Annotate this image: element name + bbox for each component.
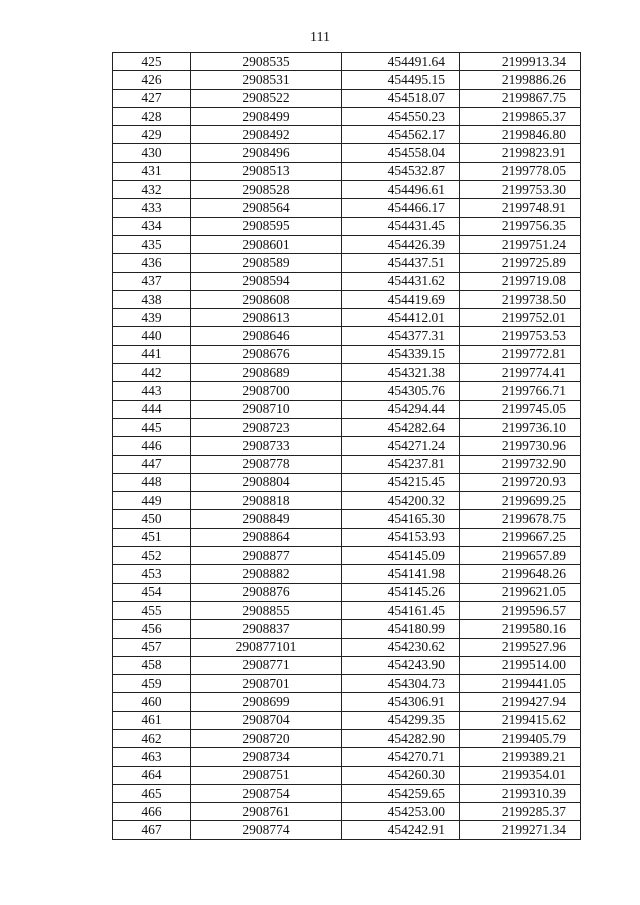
x-coordinate-cell: 454161.45 xyxy=(342,601,460,619)
row-index-cell: 444 xyxy=(113,400,191,418)
y-coordinate-cell: 2199725.89 xyxy=(460,254,581,272)
point-id-cell: 2908492 xyxy=(191,126,342,144)
y-coordinate-cell: 2199748.91 xyxy=(460,199,581,217)
y-coordinate-cell: 2199772.81 xyxy=(460,345,581,363)
row-index-cell: 463 xyxy=(113,748,191,766)
row-index-cell: 442 xyxy=(113,364,191,382)
y-coordinate-cell: 2199527.96 xyxy=(460,638,581,656)
y-coordinate-cell: 2199774.41 xyxy=(460,364,581,382)
point-id-cell: 290877101 xyxy=(191,638,342,656)
table-row xyxy=(113,235,581,253)
table-row xyxy=(113,400,581,418)
y-coordinate-cell: 2199621.05 xyxy=(460,583,581,601)
point-id-cell: 2908723 xyxy=(191,418,342,436)
y-coordinate-cell: 2199441.05 xyxy=(460,675,581,693)
y-coordinate-cell: 2199514.00 xyxy=(460,656,581,674)
row-index-cell: 437 xyxy=(113,272,191,290)
point-id-cell: 2908882 xyxy=(191,565,342,583)
table-row xyxy=(113,492,581,510)
x-coordinate-cell: 454271.24 xyxy=(342,437,460,455)
table-row xyxy=(113,309,581,327)
table-row xyxy=(113,547,581,565)
x-coordinate-cell: 454377.31 xyxy=(342,327,460,345)
point-id-cell: 2908720 xyxy=(191,729,342,747)
x-coordinate-cell: 454412.01 xyxy=(342,309,460,327)
y-coordinate-cell: 2199719.08 xyxy=(460,272,581,290)
x-coordinate-cell: 454243.90 xyxy=(342,656,460,674)
x-coordinate-cell: 454299.35 xyxy=(342,711,460,729)
point-id-cell: 2908710 xyxy=(191,400,342,418)
point-id-cell: 2908613 xyxy=(191,309,342,327)
y-coordinate-cell: 2199310.39 xyxy=(460,784,581,802)
row-index-cell: 449 xyxy=(113,492,191,510)
point-id-cell: 2908778 xyxy=(191,455,342,473)
y-coordinate-cell: 2199657.89 xyxy=(460,547,581,565)
y-coordinate-cell: 2199732.90 xyxy=(460,455,581,473)
x-coordinate-cell: 454562.17 xyxy=(342,126,460,144)
y-coordinate-cell: 2199745.05 xyxy=(460,400,581,418)
table-row xyxy=(113,675,581,693)
x-coordinate-cell: 454165.30 xyxy=(342,510,460,528)
x-coordinate-cell: 454215.45 xyxy=(342,473,460,491)
point-id-cell: 2908733 xyxy=(191,437,342,455)
y-coordinate-cell: 2199913.34 xyxy=(460,53,581,71)
table-row xyxy=(113,766,581,784)
table-row xyxy=(113,601,581,619)
point-id-cell: 2908876 xyxy=(191,583,342,601)
x-coordinate-cell: 454426.39 xyxy=(342,235,460,253)
y-coordinate-cell: 2199427.94 xyxy=(460,693,581,711)
table-row xyxy=(113,656,581,674)
row-index-cell: 462 xyxy=(113,729,191,747)
table-body xyxy=(113,53,581,840)
point-id-cell: 2908754 xyxy=(191,784,342,802)
y-coordinate-cell: 2199778.05 xyxy=(460,162,581,180)
row-index-cell: 446 xyxy=(113,437,191,455)
table-row xyxy=(113,528,581,546)
point-id-cell: 2908818 xyxy=(191,492,342,510)
point-id-cell: 2908564 xyxy=(191,199,342,217)
x-coordinate-cell: 454282.90 xyxy=(342,729,460,747)
y-coordinate-cell: 2199865.37 xyxy=(460,107,581,125)
row-index-cell: 425 xyxy=(113,53,191,71)
row-index-cell: 467 xyxy=(113,821,191,839)
row-index-cell: 440 xyxy=(113,327,191,345)
y-coordinate-cell: 2199753.30 xyxy=(460,181,581,199)
row-index-cell: 452 xyxy=(113,547,191,565)
row-index-cell: 450 xyxy=(113,510,191,528)
point-id-cell: 2908849 xyxy=(191,510,342,528)
row-index-cell: 431 xyxy=(113,162,191,180)
table-row xyxy=(113,364,581,382)
x-coordinate-cell: 454306.91 xyxy=(342,693,460,711)
x-coordinate-cell: 454518.07 xyxy=(342,89,460,107)
y-coordinate-cell: 2199415.62 xyxy=(460,711,581,729)
x-coordinate-cell: 454253.00 xyxy=(342,803,460,821)
x-coordinate-cell: 454321.38 xyxy=(342,364,460,382)
row-index-cell: 438 xyxy=(113,290,191,308)
x-coordinate-cell: 454145.09 xyxy=(342,547,460,565)
y-coordinate-cell: 2199766.71 xyxy=(460,382,581,400)
table-row xyxy=(113,290,581,308)
x-coordinate-cell: 454270.71 xyxy=(342,748,460,766)
point-id-cell: 2908734 xyxy=(191,748,342,766)
coordinates-table xyxy=(112,52,581,840)
x-coordinate-cell: 454339.15 xyxy=(342,345,460,363)
y-coordinate-cell: 2199389.21 xyxy=(460,748,581,766)
table-row xyxy=(113,327,581,345)
y-coordinate-cell: 2199699.25 xyxy=(460,492,581,510)
point-id-cell: 2908646 xyxy=(191,327,342,345)
table-row xyxy=(113,729,581,747)
row-index-cell: 436 xyxy=(113,254,191,272)
x-coordinate-cell: 454532.87 xyxy=(342,162,460,180)
x-coordinate-cell: 454200.32 xyxy=(342,492,460,510)
point-id-cell: 2908837 xyxy=(191,620,342,638)
y-coordinate-cell: 2199738.50 xyxy=(460,290,581,308)
y-coordinate-cell: 2199752.01 xyxy=(460,309,581,327)
point-id-cell: 2908700 xyxy=(191,382,342,400)
row-index-cell: 433 xyxy=(113,199,191,217)
x-coordinate-cell: 454145.26 xyxy=(342,583,460,601)
row-index-cell: 465 xyxy=(113,784,191,802)
y-coordinate-cell: 2199751.24 xyxy=(460,235,581,253)
x-coordinate-cell: 454141.98 xyxy=(342,565,460,583)
x-coordinate-cell: 454230.62 xyxy=(342,638,460,656)
y-coordinate-cell: 2199756.35 xyxy=(460,217,581,235)
x-coordinate-cell: 454431.62 xyxy=(342,272,460,290)
table-row xyxy=(113,638,581,656)
x-coordinate-cell: 454242.91 xyxy=(342,821,460,839)
y-coordinate-cell: 2199678.75 xyxy=(460,510,581,528)
point-id-cell: 2908804 xyxy=(191,473,342,491)
y-coordinate-cell: 2199823.91 xyxy=(460,144,581,162)
table-row xyxy=(113,181,581,199)
table-row xyxy=(113,418,581,436)
point-id-cell: 2908774 xyxy=(191,821,342,839)
point-id-cell: 2908855 xyxy=(191,601,342,619)
x-coordinate-cell: 454153.93 xyxy=(342,528,460,546)
row-index-cell: 447 xyxy=(113,455,191,473)
point-id-cell: 2908864 xyxy=(191,528,342,546)
point-id-cell: 2908522 xyxy=(191,89,342,107)
row-index-cell: 461 xyxy=(113,711,191,729)
table-row xyxy=(113,254,581,272)
point-id-cell: 2908751 xyxy=(191,766,342,784)
row-index-cell: 434 xyxy=(113,217,191,235)
row-index-cell: 464 xyxy=(113,766,191,784)
table-row xyxy=(113,345,581,363)
table-row xyxy=(113,89,581,107)
x-coordinate-cell: 454491.64 xyxy=(342,53,460,71)
point-id-cell: 2908528 xyxy=(191,181,342,199)
y-coordinate-cell: 2199736.10 xyxy=(460,418,581,436)
x-coordinate-cell: 454437.51 xyxy=(342,254,460,272)
y-coordinate-cell: 2199285.37 xyxy=(460,803,581,821)
x-coordinate-cell: 454496.61 xyxy=(342,181,460,199)
y-coordinate-cell: 2199596.57 xyxy=(460,601,581,619)
y-coordinate-cell: 2199886.26 xyxy=(460,71,581,89)
y-coordinate-cell: 2199405.79 xyxy=(460,729,581,747)
table-row xyxy=(113,620,581,638)
row-index-cell: 457 xyxy=(113,638,191,656)
x-coordinate-cell: 454237.81 xyxy=(342,455,460,473)
table-row xyxy=(113,821,581,839)
row-index-cell: 451 xyxy=(113,528,191,546)
x-coordinate-cell: 454466.17 xyxy=(342,199,460,217)
row-index-cell: 441 xyxy=(113,345,191,363)
row-index-cell: 435 xyxy=(113,235,191,253)
x-coordinate-cell: 454431.45 xyxy=(342,217,460,235)
point-id-cell: 2908877 xyxy=(191,547,342,565)
row-index-cell: 427 xyxy=(113,89,191,107)
point-id-cell: 2908531 xyxy=(191,71,342,89)
table-row xyxy=(113,71,581,89)
table-row xyxy=(113,126,581,144)
page-number: 111 xyxy=(310,30,330,45)
row-index-cell: 460 xyxy=(113,693,191,711)
x-coordinate-cell: 454305.76 xyxy=(342,382,460,400)
y-coordinate-cell: 2199648.26 xyxy=(460,565,581,583)
point-id-cell: 2908701 xyxy=(191,675,342,693)
row-index-cell: 439 xyxy=(113,309,191,327)
point-id-cell: 2908595 xyxy=(191,217,342,235)
row-index-cell: 445 xyxy=(113,418,191,436)
y-coordinate-cell: 2199867.75 xyxy=(460,89,581,107)
coordinates-table-wrapper xyxy=(112,52,581,840)
point-id-cell: 2908761 xyxy=(191,803,342,821)
point-id-cell: 2908513 xyxy=(191,162,342,180)
x-coordinate-cell: 454260.30 xyxy=(342,766,460,784)
y-coordinate-cell: 2199271.34 xyxy=(460,821,581,839)
table-row xyxy=(113,382,581,400)
point-id-cell: 2908594 xyxy=(191,272,342,290)
row-index-cell: 426 xyxy=(113,71,191,89)
point-id-cell: 2908699 xyxy=(191,693,342,711)
point-id-cell: 2908771 xyxy=(191,656,342,674)
row-index-cell: 443 xyxy=(113,382,191,400)
point-id-cell: 2908704 xyxy=(191,711,342,729)
row-index-cell: 453 xyxy=(113,565,191,583)
row-index-cell: 448 xyxy=(113,473,191,491)
table-row xyxy=(113,437,581,455)
x-coordinate-cell: 454550.23 xyxy=(342,107,460,125)
table-row xyxy=(113,803,581,821)
row-index-cell: 429 xyxy=(113,126,191,144)
point-id-cell: 2908608 xyxy=(191,290,342,308)
row-index-cell: 466 xyxy=(113,803,191,821)
row-index-cell: 458 xyxy=(113,656,191,674)
row-index-cell: 456 xyxy=(113,620,191,638)
table-row xyxy=(113,199,581,217)
row-index-cell: 459 xyxy=(113,675,191,693)
table-row xyxy=(113,107,581,125)
point-id-cell: 2908601 xyxy=(191,235,342,253)
y-coordinate-cell: 2199846.80 xyxy=(460,126,581,144)
table-row xyxy=(113,272,581,290)
table-row xyxy=(113,53,581,71)
x-coordinate-cell: 454259.65 xyxy=(342,784,460,802)
y-coordinate-cell: 2199354.01 xyxy=(460,766,581,784)
point-id-cell: 2908535 xyxy=(191,53,342,71)
table-row xyxy=(113,162,581,180)
point-id-cell: 2908689 xyxy=(191,364,342,382)
table-row xyxy=(113,473,581,491)
table-row xyxy=(113,144,581,162)
y-coordinate-cell: 2199730.96 xyxy=(460,437,581,455)
point-id-cell: 2908589 xyxy=(191,254,342,272)
y-coordinate-cell: 2199720.93 xyxy=(460,473,581,491)
x-coordinate-cell: 454282.64 xyxy=(342,418,460,436)
x-coordinate-cell: 454495.15 xyxy=(342,71,460,89)
x-coordinate-cell: 454558.04 xyxy=(342,144,460,162)
y-coordinate-cell: 2199580.16 xyxy=(460,620,581,638)
table-row xyxy=(113,748,581,766)
point-id-cell: 2908499 xyxy=(191,107,342,125)
table-row xyxy=(113,217,581,235)
y-coordinate-cell: 2199753.53 xyxy=(460,327,581,345)
table-row xyxy=(113,510,581,528)
x-coordinate-cell: 454180.99 xyxy=(342,620,460,638)
point-id-cell: 2908676 xyxy=(191,345,342,363)
table-row xyxy=(113,565,581,583)
table-row xyxy=(113,693,581,711)
x-coordinate-cell: 454304.73 xyxy=(342,675,460,693)
x-coordinate-cell: 454294.44 xyxy=(342,400,460,418)
point-id-cell: 2908496 xyxy=(191,144,342,162)
row-index-cell: 455 xyxy=(113,601,191,619)
row-index-cell: 430 xyxy=(113,144,191,162)
table-row xyxy=(113,711,581,729)
y-coordinate-cell: 2199667.25 xyxy=(460,528,581,546)
row-index-cell: 432 xyxy=(113,181,191,199)
table-row xyxy=(113,455,581,473)
table-row xyxy=(113,583,581,601)
row-index-cell: 428 xyxy=(113,107,191,125)
x-coordinate-cell: 454419.69 xyxy=(342,290,460,308)
row-index-cell: 454 xyxy=(113,583,191,601)
table-row xyxy=(113,784,581,802)
